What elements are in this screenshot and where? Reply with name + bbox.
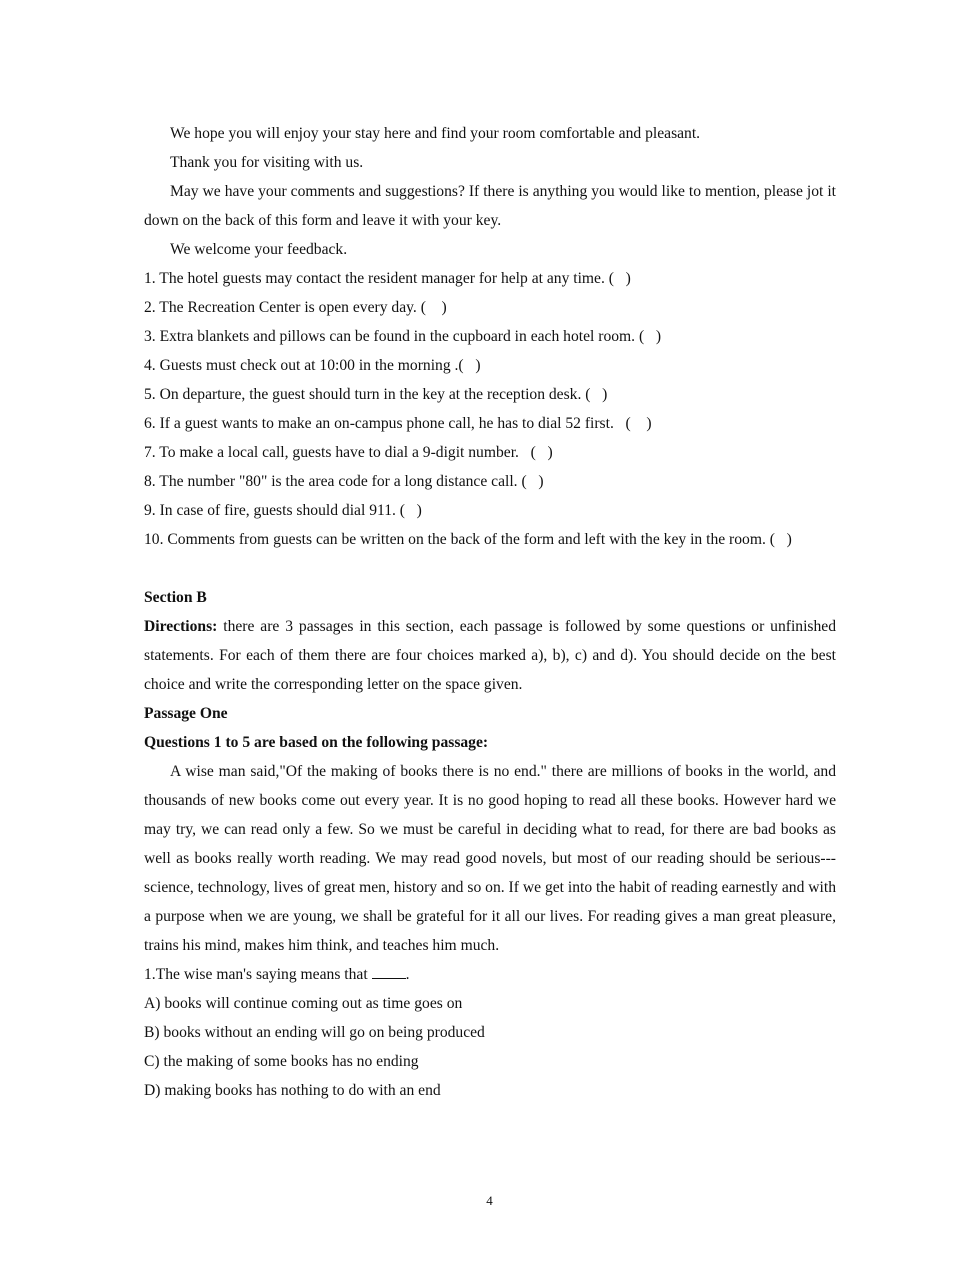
option-d: D) making books has nothing to do with an end [144,1082,441,1099]
question-1-stem [144,960,836,989]
page-number: 4 [486,1193,493,1208]
section-title: Section B [144,589,207,606]
intro-paragraph-3: May we have your comments and suggestions? If there is anything you would like to mention, please jot it down on the back of this form and leave it with your key. [144,183,836,229]
question-stem-end: . [405,966,410,983]
statement-7: 7. To make a local call, guests have to dial a 9-digit number. ( ) [144,444,553,461]
answer-blank [372,964,406,979]
section-spacer [144,554,836,583]
option-c: C) the making of some books has no ending [144,1053,419,1070]
question-stem-text: 1.The wise man's saying means that [144,966,372,983]
directions [144,612,836,699]
statement-10: 10. Comments from guests can be written on the back of the form and left with the key in the room. ( ) [144,531,792,548]
option-a: A) books will continue coming out as time goes on [144,995,463,1012]
passage-text: A wise man said,"Of the making of books there is no end." there are millions of books in the world, and thousands of new books come out every year. It is no good hoping to read all these books. However hard we may try, we can read only a few. So we must be careful in deciding what to read, for there are bad books as well as books really worth reading. We may read good novels, but most of our reading should be serious---science, technology, lives of great men, history and so on. If we get into the habit of reading earnestly and with a purpose when we are young, we shall be grateful for it all our lives. For reading gives a man great pleasure, trains his mind, makes him think, and teaches him much. [144,763,836,954]
directions-label: Directions: [144,618,218,635]
intro-paragraph-4: We welcome your feedback. [170,241,348,258]
statement-8: 8. The number "80" is the area code for a long distance call. ( ) [144,473,544,490]
true-false-statements [144,264,836,554]
statement-5: 5. On departure, the guest should turn in the key at the reception desk. ( ) [144,386,608,403]
statement-1: 1. The hotel guests may contact the resident manager for help at any time. ( ) [144,270,631,287]
statement-6: 6. If a guest wants to make an on-campus phone call, he has to dial 52 first. ( ) [144,415,652,432]
directions-text: there are 3 passages in this section, each passage is followed by some questions or unfinished statements. For each of them there are four choices marked a), b), c) and d). You should decide on the best choice and write the corresponding letter on the space given. [144,618,836,693]
statement-2: 2. The Recreation Center is open every day. ( ) [144,299,447,316]
statement-4: 4. Guests must check out at 10:00 in the morning .( ) [144,357,481,374]
intro-paragraph-1: We hope you will enjoy your stay here and find your room comfortable and pleasant. [170,125,701,142]
document-page [144,119,836,1105]
passage-instructions: Questions 1 to 5 are based on the following passage: [144,734,489,751]
option-b: B) books without an ending will go on being produced [144,1024,485,1041]
passage-title: Passage One [144,705,228,722]
statement-9: 9. In case of fire, guests should dial 911. ( ) [144,502,422,519]
intro-paragraph-2: Thank you for visiting with us. [170,154,364,171]
statement-3: 3. Extra blankets and pillows can be found in the cupboard in each hotel room. ( ) [144,328,662,345]
